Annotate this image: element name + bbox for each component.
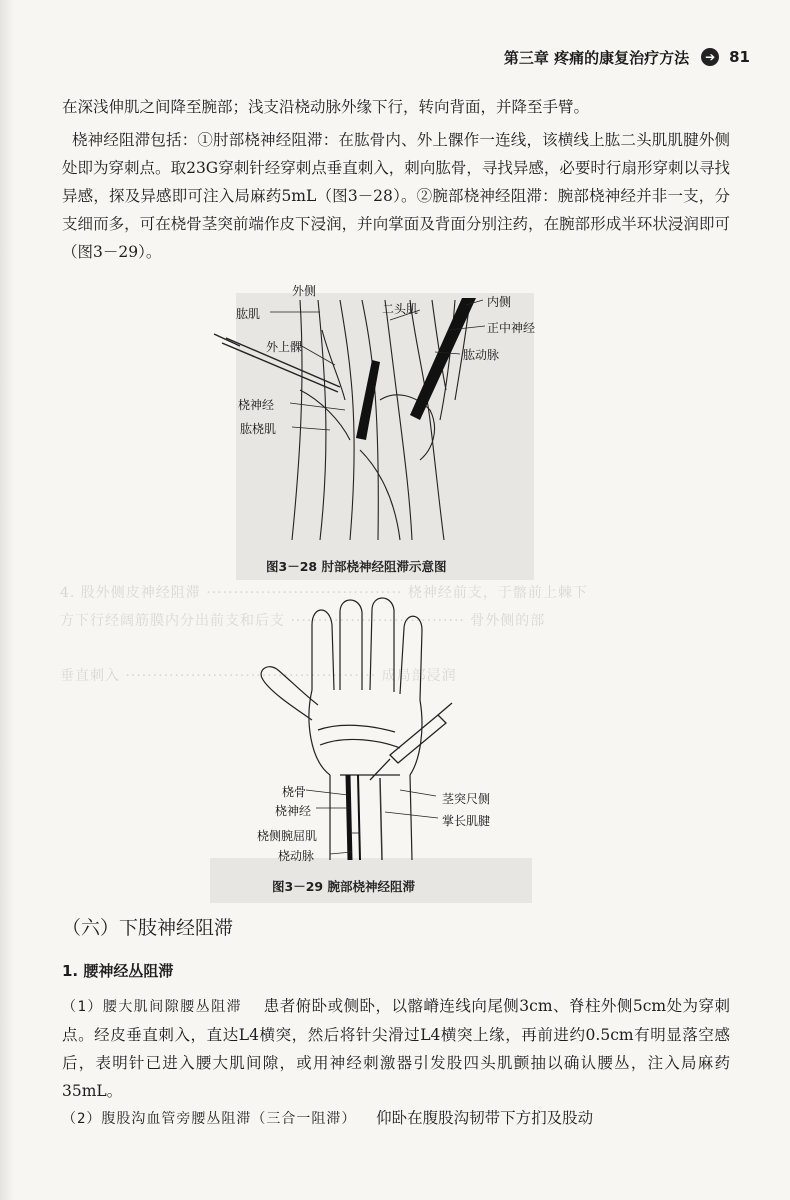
figure-caption: 图3－28 肘部桡神经阻滞示意图 [266, 559, 447, 574]
figure-caption: 图3－29 腕部桡神经阻滞 [272, 879, 415, 894]
paragraph-lead: （1）腰大肌间隙腰丛阻滞 [62, 999, 243, 1015]
paragraph-body: 患者俯卧或侧卧，以髂嵴连线向尾侧3cm、脊柱外侧5cm处为穿刺点。经皮垂直刺入，直达L4横突，然后将针尖滑过L4横突上缘，再前进约0.5cm有明显落空感后，表明针已进入腰大肌间隙，或用神经刺激器引发股四头肌颤抽以确认腰丛，注入局麻药35mL。 [62, 997, 730, 1100]
bleed-through-text: 垂直刺入 ·············································· 成局部浸润 [60, 668, 457, 684]
bleed-through-text: 方下行经阔筋膜内分出前支和后支 ································ 骨外侧的部 [60, 613, 546, 629]
paragraph [62, 992, 730, 1105]
label-radial-artery: 桡动脉 [278, 849, 315, 863]
paragraph-lead: （2）腹股沟血管旁腰丛阻滞（三合一阻滞） [62, 1111, 357, 1127]
subsection-heading: 1. 腰神经丛阻滞 [62, 962, 174, 980]
page-number: 81 [729, 48, 750, 66]
label-radial-nerve: 桡神经 [238, 398, 275, 412]
paragraph: 桡神经阻滞包括：①肘部桡神经阻滞：在肱骨内、外上髁作一连线，该横线上肱二头肌肌腱外侧处即为穿刺点。取23G穿刺针经穿刺点垂直刺入，刺向肱骨，寻找异感，必要时行扇形穿刺以寻找异感，探及异感即可注入局麻药5mL（图3－28）。②腕部桡神经阻滞：腕部桡神经并非一支，分支细而多，可在桡骨茎突前端作皮下浸润，并向掌面及背面分别注药，在腕部形成半环状浸润即可（图3－29）。 [62, 131, 730, 261]
chapter-title: 第三章 疼痛的康复治疗方法 [503, 48, 690, 67]
paragraph-body: 仰卧在腹股沟韧带下方扪及股动 [376, 1109, 594, 1127]
section-heading: （六）下肢神经阻滞 [62, 917, 234, 939]
label-lateral-epicondyle: 外上髁 [266, 340, 303, 354]
paragraph: 在深浅伸肌之间降至腕部；浅支沿桡动脉外缘下行，转向背面，并降至手臂。 [62, 98, 590, 116]
label-ulnar-styloid: 茎突尺侧 [442, 792, 491, 806]
label-brachialis: 肱肌 [236, 307, 261, 321]
arrow-right-icon: ➔ [701, 48, 719, 66]
label-biceps: 二头肌 [382, 302, 419, 316]
label-flexor-carpi-radialis: 桡侧腕屈肌 [257, 829, 318, 843]
label-brachial-artery: 肱动脉 [463, 348, 500, 362]
label-radius: 桡骨 [282, 785, 307, 799]
label-median-nerve: 正中神经 [487, 321, 536, 335]
label-lateral: 外侧 [292, 284, 317, 298]
label-medial: 内侧 [487, 295, 512, 309]
label-palmaris-longus: 掌长肌腱 [442, 814, 491, 828]
bleed-through-text: 4. 股外侧皮神经阻滞 ···································· 桡神经前支，于髂前上棘下 [60, 585, 588, 601]
paragraph [62, 1104, 730, 1133]
label-radial-nerve: 桡神经 [275, 804, 312, 818]
label-brachioradialis: 肱桡肌 [240, 422, 277, 436]
